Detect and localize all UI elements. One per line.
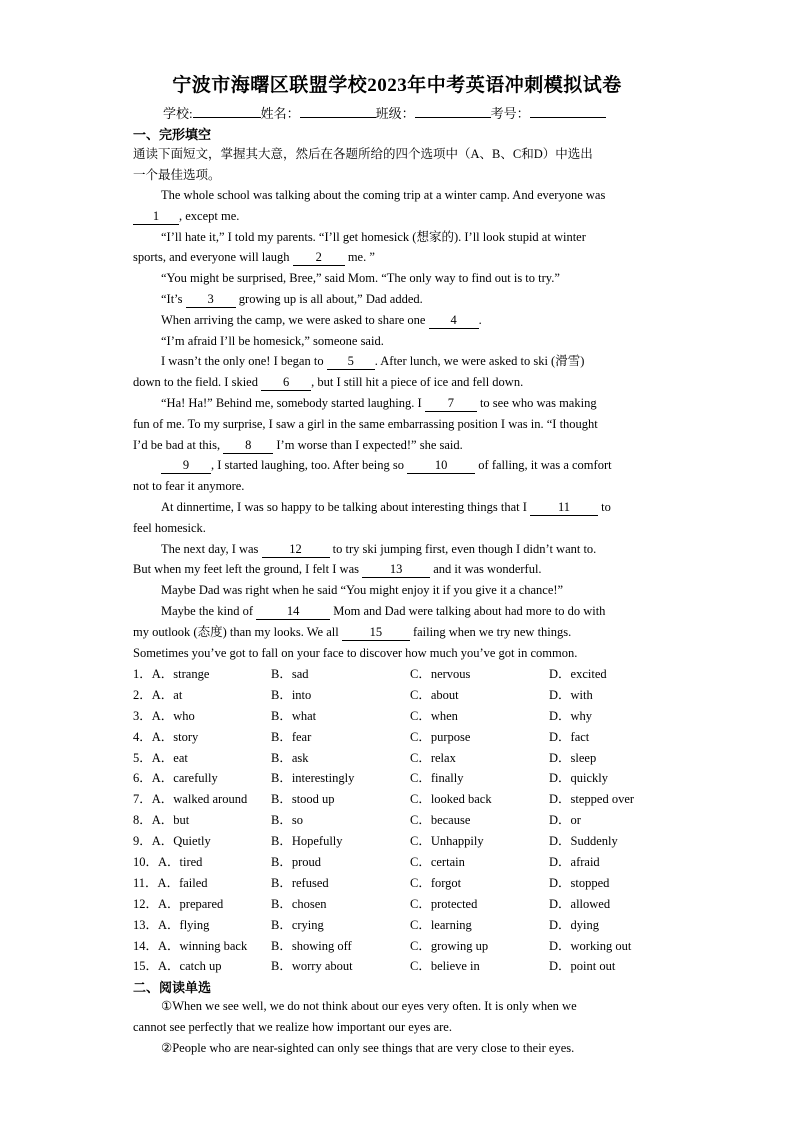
passage-line: Maybe Dad was right when he said “You might enjoy it if you give it a chance!” — [161, 583, 564, 598]
school-label: 学校: — [163, 106, 193, 121]
option-d[interactable]: D．why — [549, 708, 593, 723]
name-label: 姓名： — [260, 106, 300, 121]
passage-line: Sometimes you’ve got to fall on your face to discover how much you’ve got in common. — [133, 645, 578, 660]
blank-11: 11 — [530, 499, 598, 516]
option-c[interactable]: C．growing up — [410, 938, 489, 953]
passage-text: , but I still hit a piece of ice and fell down. — [311, 375, 524, 390]
passage-text: growing up is all about,” Dad added. — [235, 291, 423, 306]
passage-line — [133, 289, 661, 310]
option-c[interactable]: C．learning — [410, 917, 472, 932]
exam-title: 宁波市海曙区联盟学校2023年中考英语冲刺模拟试卷 — [172, 75, 622, 96]
blank-3: 3 — [186, 291, 236, 308]
blank-9: 9 — [161, 457, 211, 474]
option-a[interactable]: 8．A．but — [133, 813, 190, 828]
option-a[interactable]: 10．A．tired — [133, 855, 203, 870]
option-b[interactable]: B．what — [271, 708, 317, 723]
passage-line — [133, 393, 661, 414]
blank-12: 12 — [262, 541, 330, 558]
option-row — [133, 685, 663, 706]
blank-6: 6 — [261, 374, 311, 391]
option-a[interactable]: 15．A．catch up — [133, 959, 222, 974]
passage-text: At dinnertime, I was so happy to be talking about interesting things that I — [161, 499, 531, 514]
option-b[interactable]: B．so — [271, 813, 303, 828]
option-b[interactable]: B．chosen — [271, 896, 327, 911]
blank-1: 1 — [133, 208, 179, 225]
blank-10: 10 — [407, 457, 475, 474]
passage-line: ②People who are near-sighted can only see things that are very close to their eyes. — [161, 1040, 575, 1055]
passage-text: The next day, I was — [161, 541, 262, 556]
passage-text: to try ski jumping first, even though I didn’t want to. — [329, 541, 597, 556]
option-b[interactable]: B．refused — [271, 875, 329, 890]
option-c[interactable]: C．protected — [410, 896, 478, 911]
option-a[interactable]: 6．A．carefully — [133, 771, 218, 786]
option-b[interactable]: B．ask — [271, 750, 309, 765]
passage-text: . After lunch, we were asked to ski (滑雪) — [374, 354, 585, 369]
option-d[interactable]: D．stopped — [549, 875, 610, 890]
name-blank[interactable] — [300, 104, 376, 118]
option-b[interactable]: B．Hopefully — [271, 834, 343, 849]
option-row — [133, 894, 663, 915]
passage-line — [133, 435, 661, 456]
student-info-line — [163, 103, 606, 122]
option-b[interactable]: B．fear — [271, 729, 312, 744]
option-row — [133, 706, 663, 727]
option-d[interactable]: D．or — [549, 813, 581, 828]
option-b[interactable]: B．worry about — [271, 959, 353, 974]
passage-text: When arriving the camp, we were asked to share one — [161, 312, 429, 327]
blank-13: 13 — [362, 561, 430, 578]
passage-line: fun of me. To my surprise, I saw a girl in the same embarrassing position I was in. “I thought — [133, 416, 598, 431]
passage-text: to see who was making — [476, 395, 597, 410]
option-d[interactable]: D．afraid — [549, 855, 600, 870]
option-b[interactable]: B．sad — [271, 667, 309, 681]
passage-line: ①When we see well, we do not think about our eyes very often. It is only when we — [161, 999, 577, 1013]
blank-4: 4 — [429, 312, 479, 329]
passage-text: Maybe the kind of — [161, 603, 257, 618]
option-row — [133, 810, 663, 831]
option-d[interactable]: D．working out — [549, 938, 632, 953]
option-b[interactable]: B．proud — [271, 855, 322, 870]
option-row — [133, 936, 663, 957]
reading-passage — [133, 996, 661, 1058]
passage-line — [133, 622, 661, 643]
passage-text: . — [478, 312, 482, 327]
passage-text: Mom and Dad were talking about had more to do with — [330, 603, 606, 618]
blank-7: 7 — [425, 395, 477, 412]
passage-line: “I’m afraid I’ll be homesick,” someone said. — [161, 333, 384, 348]
passage-text: I wasn’t the only one! I began to — [161, 354, 327, 369]
cloze-instruction — [133, 144, 661, 186]
passage-text: “Ha! Ha!” Behind me, somebody started laughing. I — [161, 395, 425, 410]
passage-line — [133, 455, 661, 476]
instruction-line: 通读下面短文，掌握其大意，然后在各题所给的四个选项中（A、B、C和D）中选出 — [133, 147, 593, 161]
option-row — [133, 873, 663, 894]
option-a[interactable]: 9．A．Quietly — [133, 834, 211, 849]
option-b[interactable]: B．stood up — [271, 792, 335, 807]
option-row — [133, 748, 663, 769]
option-a[interactable]: 1．A．strange — [133, 667, 210, 681]
passage-line — [133, 372, 661, 393]
option-a[interactable]: 13．A．flying — [133, 917, 210, 932]
option-d[interactable]: D．excited — [549, 667, 607, 681]
option-row — [133, 789, 663, 810]
class-blank[interactable] — [415, 104, 491, 118]
passage-line: “You might be surprised, Bree,” said Mom. “The only way to find out is to try.” — [161, 271, 560, 286]
passage-text: , except me. — [179, 208, 240, 223]
option-c[interactable]: C．about — [410, 687, 459, 702]
option-c[interactable]: C．relax — [410, 750, 456, 765]
option-c[interactable]: C．forgot — [410, 875, 462, 890]
passage-text: failing when we try new things. — [409, 624, 572, 639]
passage-line — [133, 497, 661, 518]
option-c[interactable]: C．finally — [410, 771, 464, 786]
passage-line: cannot see perfectly that we realize how important our eyes are. — [133, 1019, 452, 1034]
passage-text: my outlook (态度) than my looks. We all — [133, 624, 342, 639]
passage-text: to — [598, 499, 611, 514]
passage-line — [133, 601, 661, 622]
passage-text: I’m worse than I expected!” she said. — [273, 437, 463, 452]
option-c[interactable]: C．purpose — [410, 729, 471, 744]
passage-text: But when my feet left the ground, I felt I was — [133, 562, 363, 577]
option-a[interactable]: 12．A．prepared — [133, 896, 224, 911]
passage-line: “I’ll hate it,” I told my parents. “I’ll get homesick (想家的). I’ll look stupid at winter — [161, 229, 586, 244]
number-blank[interactable] — [530, 104, 606, 118]
section-heading-cloze: 一、完形填空 — [133, 127, 212, 142]
passage-text: , I started laughing, too. After being so — [211, 458, 408, 473]
passage-text: sports, and everyone will laugh — [133, 250, 293, 265]
option-d[interactable]: D．with — [549, 687, 593, 702]
answer-options — [133, 664, 663, 977]
option-c[interactable]: C．nervous — [410, 667, 471, 681]
option-row — [133, 664, 663, 685]
passage-line — [133, 539, 661, 560]
option-row — [133, 727, 663, 748]
blank-14: 14 — [256, 603, 330, 620]
passage-text: down to the field. I skied — [133, 375, 262, 390]
passage-text: me. ” — [344, 250, 375, 265]
class-label: 班级： — [375, 106, 415, 121]
passage-text: “It’s — [161, 291, 186, 306]
option-a[interactable]: 14．A．winning back — [133, 938, 248, 953]
option-b[interactable]: B．crying — [271, 917, 324, 932]
option-b[interactable]: B．showing off — [271, 938, 352, 953]
option-c[interactable]: C．looked back — [410, 792, 492, 807]
option-a[interactable]: 11．A．failed — [133, 875, 208, 890]
option-row — [133, 956, 663, 977]
option-b[interactable]: B．into — [271, 687, 312, 702]
option-row — [133, 852, 663, 873]
blank-8: 8 — [223, 437, 273, 454]
passage-text: of falling, it was a comfort — [475, 458, 612, 473]
option-row — [133, 768, 663, 789]
blank-15: 15 — [342, 624, 410, 641]
option-d[interactable]: D．allowed — [549, 896, 611, 911]
school-blank[interactable] — [193, 104, 261, 118]
passage-line: not to fear it anymore. — [133, 479, 245, 494]
option-row — [133, 915, 663, 936]
cloze-passage — [133, 185, 661, 663]
option-a[interactable]: 4．A．story — [133, 729, 199, 744]
option-a[interactable]: 7．A．walked around — [133, 792, 248, 807]
option-d[interactable]: D．quickly — [549, 771, 609, 786]
option-d[interactable]: D．fact — [549, 729, 590, 744]
passage-line: The whole school was talking about the coming trip at a winter camp. And everyone was — [161, 188, 606, 202]
option-d[interactable]: D．stepped over — [549, 792, 635, 807]
section-heading-reading: 二、阅读单选 — [133, 980, 212, 995]
blank-5: 5 — [327, 353, 375, 370]
option-row — [133, 831, 663, 852]
passage-line — [133, 206, 661, 227]
passage-text: I’d be bad at this, — [133, 437, 224, 452]
option-a[interactable]: 3．A．who — [133, 708, 195, 723]
instruction-line: 一个最佳选项。 — [133, 167, 221, 182]
passage-line — [133, 351, 661, 372]
passage-line — [133, 247, 661, 268]
option-a[interactable]: 5．A．eat — [133, 750, 188, 765]
option-d[interactable]: D．Suddenly — [549, 834, 618, 849]
option-c[interactable]: C．because — [410, 813, 471, 828]
option-c[interactable]: C．believe in — [410, 959, 480, 974]
number-label: 考号： — [490, 106, 530, 121]
option-d[interactable]: D．point out — [549, 959, 616, 974]
option-b[interactable]: B．interestingly — [271, 771, 355, 786]
option-c[interactable]: C．certain — [410, 855, 465, 870]
option-d[interactable]: D．dying — [549, 917, 600, 932]
option-c[interactable]: C．Unhappily — [410, 834, 484, 849]
blank-2: 2 — [293, 249, 345, 266]
passage-line — [133, 310, 661, 331]
passage-line — [133, 559, 661, 580]
passage-line: feel homesick. — [133, 520, 206, 535]
option-d[interactable]: D．sleep — [549, 750, 597, 765]
passage-text: and it was wonderful. — [430, 562, 542, 577]
option-a[interactable]: 2．A．at — [133, 687, 183, 702]
option-c[interactable]: C．when — [410, 708, 458, 723]
